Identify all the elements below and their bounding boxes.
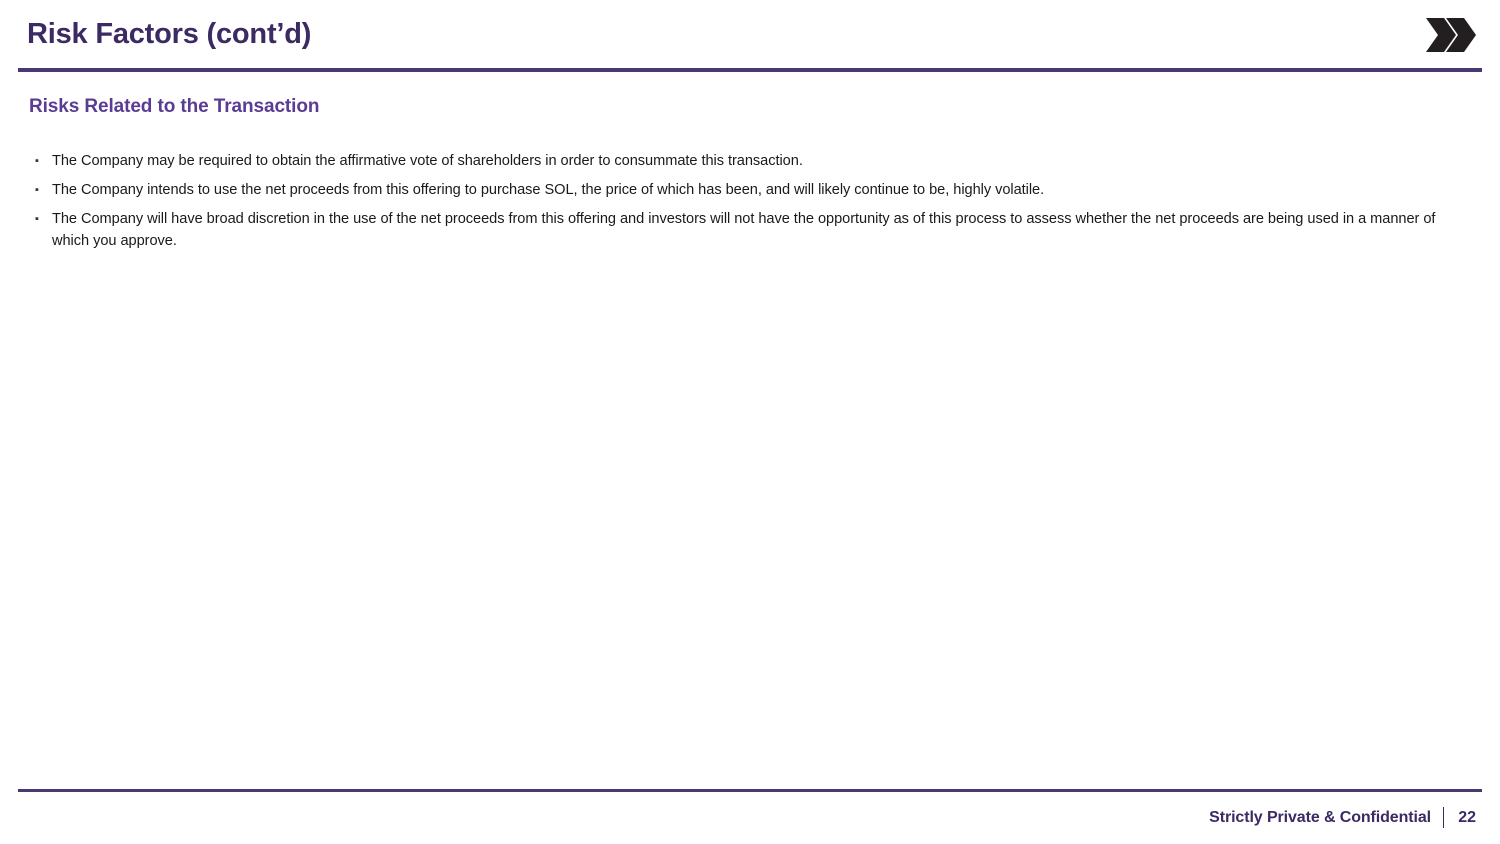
section-heading: Risks Related to the Transaction xyxy=(29,96,320,117)
list-item xyxy=(29,208,1454,252)
list-item-text: The Company may be required to obtain the affirmative vote of shareholders in order to consummate this transaction. xyxy=(52,153,803,169)
slide-footer xyxy=(1209,807,1476,828)
list-item xyxy=(29,150,1454,172)
bullet-marker-icon: ▪ xyxy=(35,155,39,167)
page-title: Risk Factors (cont’d) xyxy=(27,18,312,50)
footer-divider xyxy=(18,789,1482,792)
bullet-marker-icon: ▪ xyxy=(35,184,39,196)
bullet-marker-icon: ▪ xyxy=(35,213,39,225)
footer-separator xyxy=(1443,807,1444,828)
double-chevron-logo-icon xyxy=(1422,14,1476,56)
list-item-text: The Company will have broad discretion in the use of the net proceeds from this offering and investors will not have the opportunity as of this process to assess whether the net proceeds are being used in a manner of which you approve. xyxy=(52,211,1436,249)
page-number: 22 xyxy=(1458,808,1476,826)
slide-header xyxy=(0,0,1500,72)
list-item xyxy=(29,179,1454,201)
list-item-text: The Company intends to use the net proceeds from this offering to purchase SOL, the price of which has been, and will likely continue to be, highly volatile. xyxy=(52,182,1045,198)
confidentiality-notice: Strictly Private & Confidential xyxy=(1209,808,1431,826)
risk-bullet-list xyxy=(29,150,1454,259)
header-divider xyxy=(18,68,1482,72)
